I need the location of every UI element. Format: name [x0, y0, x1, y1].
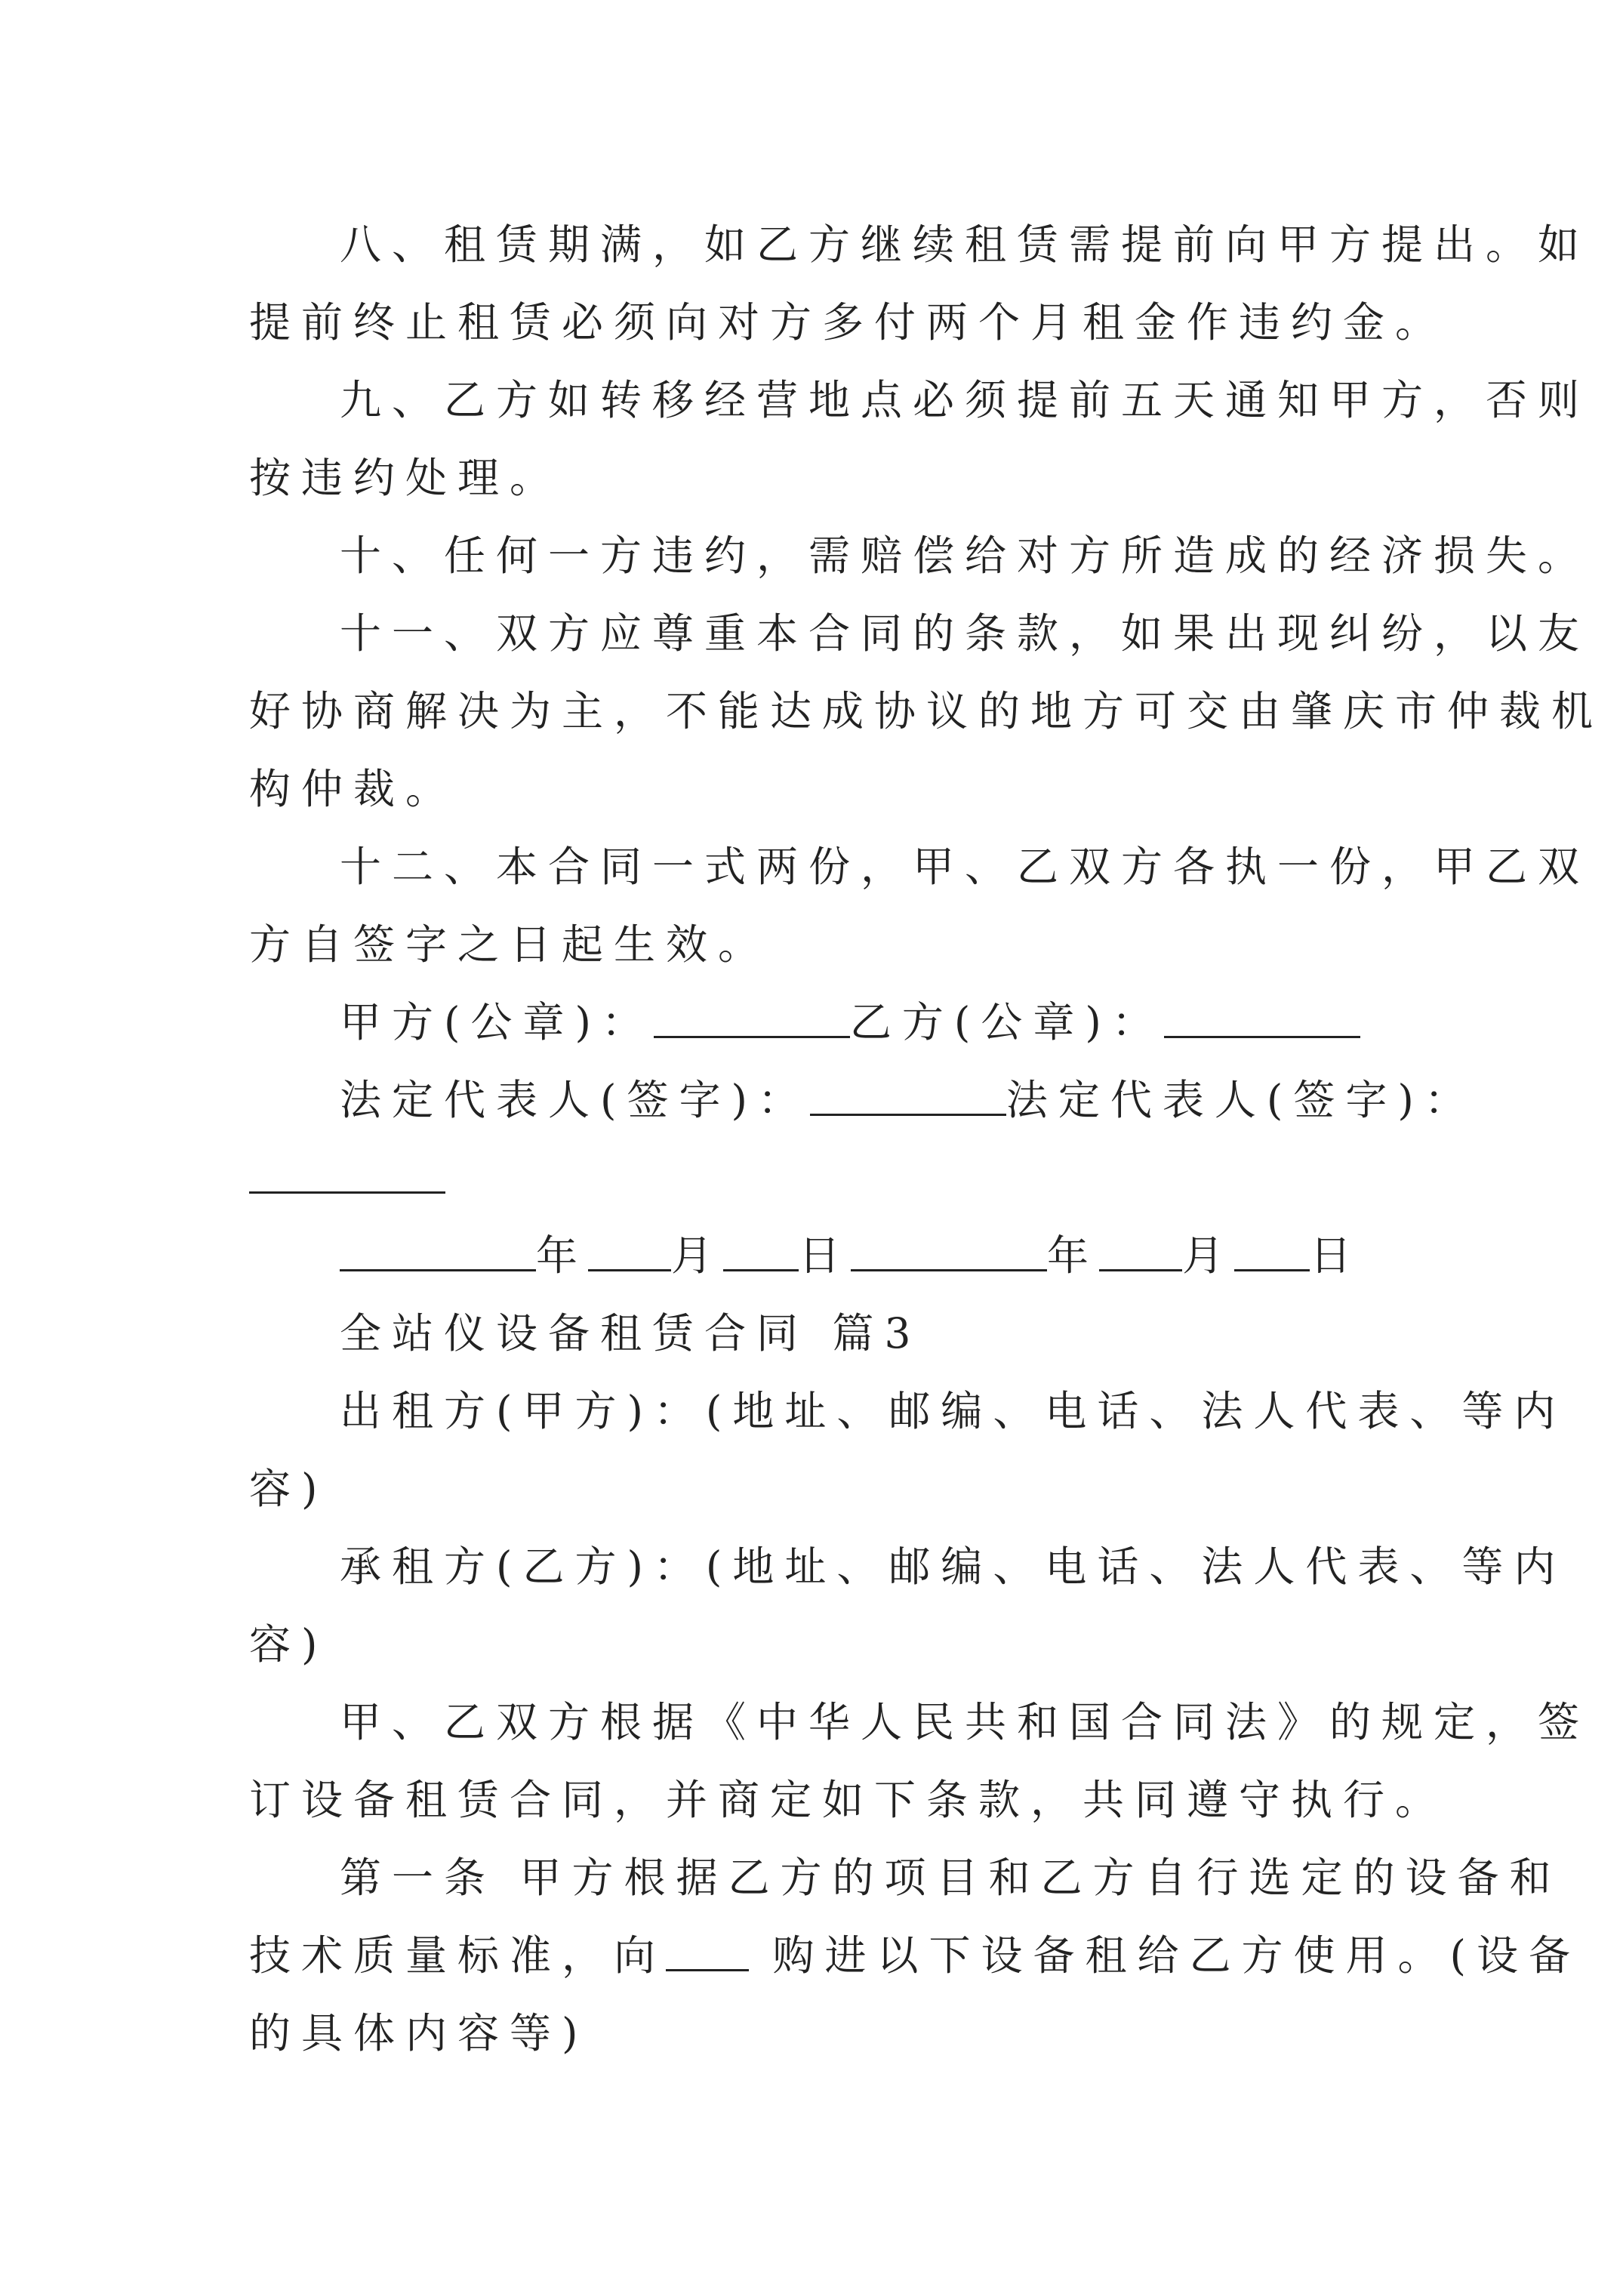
clause-8-line-1: 八、租赁期满，如乙方继续租赁需提前向甲方提出。如 — [340, 220, 1591, 269]
article-1-line-2 — [249, 1918, 1581, 1993]
article-1-line-1: 第一条 甲方根据乙方的项目和乙方自行选定的设备和 — [340, 1854, 1562, 1902]
party-a-rep-blank[interactable] — [810, 1077, 1006, 1117]
party-b-seal-label: 乙方(公章)： — [849, 998, 1164, 1046]
date-a-year-label: 年 — [536, 1231, 589, 1280]
representative-line — [340, 1062, 1477, 1138]
lessor-line-1: 出租方(甲方)：(地址、邮编、电话、法人代表、等内 — [340, 1387, 1566, 1435]
lessee-line-1: 承租方(乙方)：(地址、邮编、电话、法人代表、等内 — [340, 1542, 1566, 1591]
date-a-day-blank[interactable] — [723, 1232, 799, 1272]
section-heading: 全站仪设备租赁合同 篇3 — [340, 1309, 922, 1358]
supplier-blank[interactable] — [666, 1932, 749, 1972]
clause-10-line-1: 十、任何一方违约，需赔偿给对方所造成的经济损失。 — [340, 532, 1591, 580]
clause-11-line-2: 好协商解决为主，不能达成协议的地方可交由肇庆市仲裁机 — [249, 687, 1604, 735]
party-b-seal-blank[interactable] — [1164, 999, 1360, 1039]
clause-9-line-2: 按违约处理。 — [249, 454, 562, 502]
clause-12-line-1: 十二、本合同一式两份，甲、乙双方各执一份，甲乙双 — [340, 843, 1591, 891]
preamble-line-1: 甲、乙双方根据《中华人民共和国合同法》的规定，签 — [340, 1698, 1591, 1746]
seal-line — [340, 985, 1472, 1060]
party-a-rep-label: 法定代表人(签字)： — [340, 1076, 810, 1124]
article-1-text-a: 技术质量标准，向 — [249, 1931, 667, 1980]
date-a-year-blank[interactable] — [340, 1232, 536, 1272]
party-a-seal-blank[interactable] — [654, 999, 850, 1039]
date-b-day-blank[interactable] — [1234, 1232, 1310, 1272]
clause-11-line-3: 构仲裁。 — [249, 765, 458, 813]
article-1-line-3: 的具体内容等) — [249, 2009, 589, 2057]
preamble-line-2: 订设备租赁合同，并商定如下条款，共同遵守执行。 — [249, 1776, 1448, 1824]
date-a-day-label: 日 — [799, 1231, 852, 1280]
date-b-year-blank[interactable] — [851, 1232, 1047, 1272]
clause-12-line-2: 方自签字之日起生效。 — [249, 920, 771, 969]
clause-8-line-2: 提前终止租赁必须向对方多付两个月租金作违约金。 — [249, 298, 1448, 347]
date-b-month-blank[interactable] — [1099, 1232, 1182, 1272]
date-a-month-label: 月 — [671, 1231, 724, 1280]
lessee-line-2: 容) — [249, 1620, 328, 1669]
representative-line-2 — [249, 1140, 1381, 1216]
date-b-month-label: 月 — [1182, 1231, 1235, 1280]
article-1-text-b: 购进以下设备租给乙方使用。(设备 — [749, 1931, 1581, 1980]
clause-9-line-1: 九、乙方如转移经营地点必须提前五天通知甲方，否则 — [340, 376, 1591, 424]
date-line — [340, 1218, 1472, 1293]
lessor-line-2: 容) — [249, 1465, 328, 1513]
date-b-year-label: 年 — [1047, 1231, 1100, 1280]
party-b-rep-label: 法定代表人(签字)： — [1006, 1076, 1477, 1124]
date-b-day-label: 日 — [1310, 1231, 1363, 1280]
party-a-seal-label: 甲方(公章)： — [340, 998, 654, 1046]
date-a-month-blank[interactable] — [588, 1232, 671, 1272]
party-b-rep-blank[interactable] — [249, 1154, 445, 1194]
clause-11-line-1: 十一、双方应尊重本合同的条款，如果出现纠纷，以友 — [340, 609, 1591, 658]
